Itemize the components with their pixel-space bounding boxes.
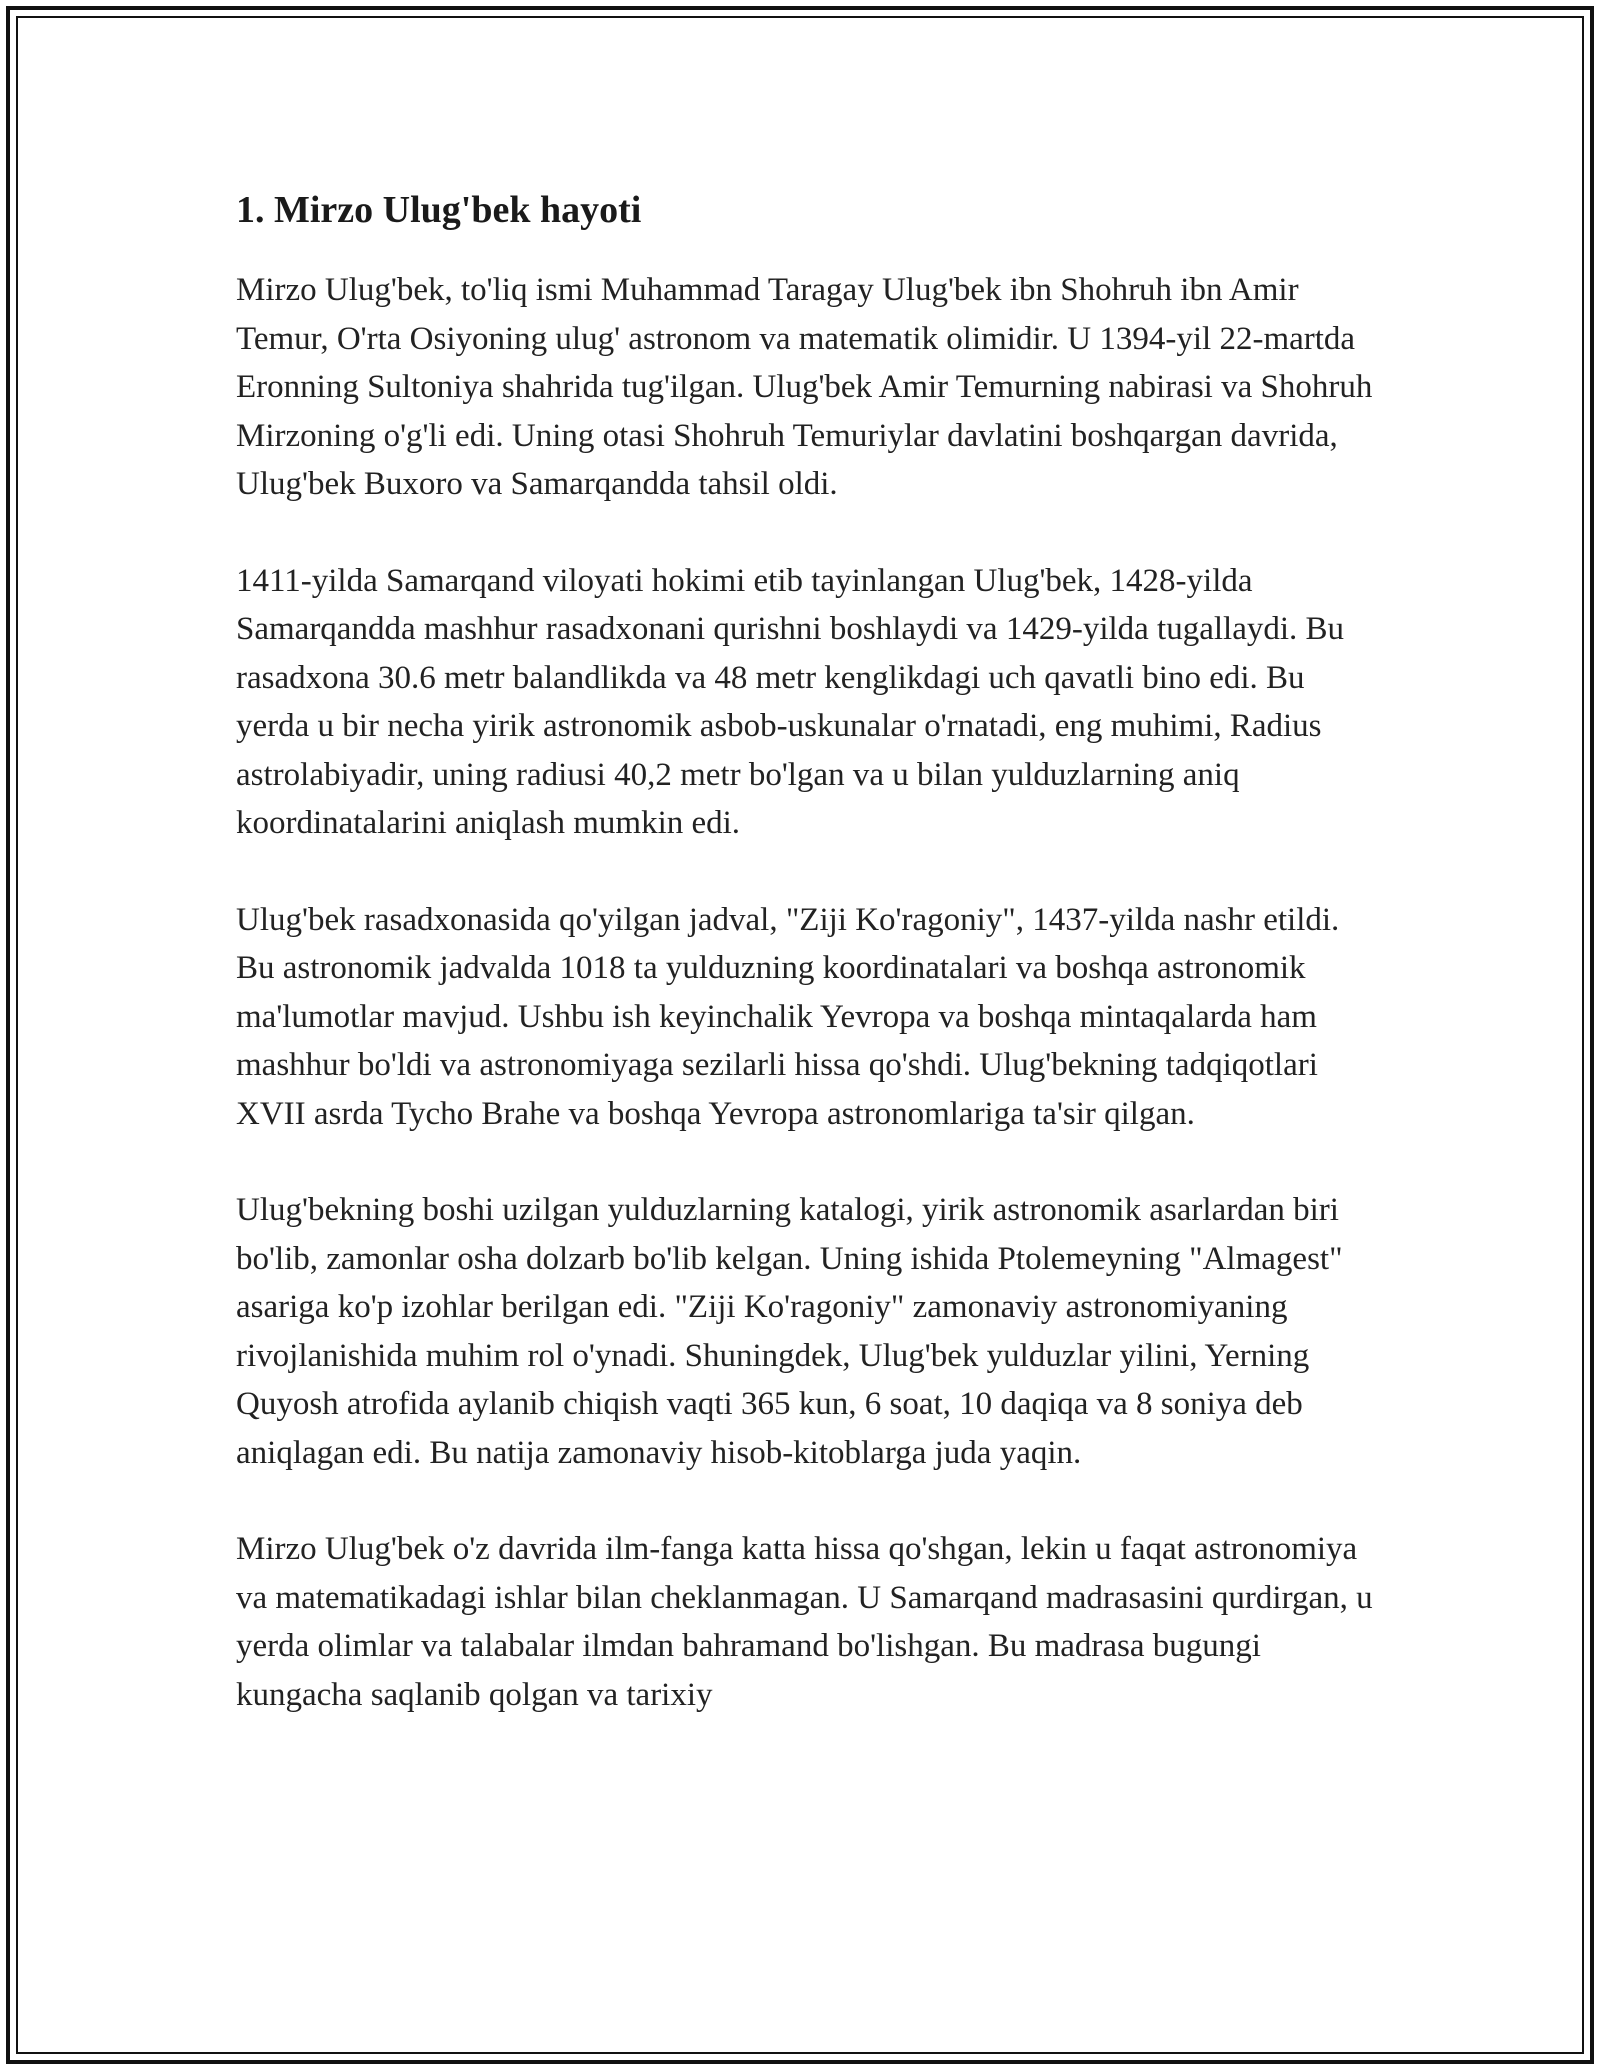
paragraph-5: Mirzo Ulug'bek o'z davrida ilm-fanga katta hissa qo'shgan, lekin u faqat astronomiya va matematikadagi ishlar bilan cheklanmagan. U Samarqand madrasasini qurdirgan, u yerda olimlar va talabalar ilmdan bahramand bo'lishgan. Bu madrasa bugungi kungacha saqlanib qolgan va tarixiy [236,1531,1373,1713]
paragraph-4: Ulug'bekning boshi uzilgan yulduzlarning katalogi, yirik astronomik asarlardan biri bo'lib, zamonlar osha dolzarb bo'lib kelgan. Uning ishida Ptolemeyning "Almagest" asariga ko'p izohlar berilgan edi. "Ziji Ko'ragoniy" zamonaviy astronomiyaning rivojlanishida muhim rol o'ynadi. Shuningdek, Ulug'bek yulduzlar yilini, Yerning Quyosh atrofida aylanib chiqish vaqti 365 kun, 6 soat, 10 daqiqa va 8 soniya deb aniqlagan edi. Bu natija zamonaviy hisob-kitoblarga juda yaqin. [236,1192,1343,1471]
document-body [236,186,1376,1767]
paragraph-3: Ulug'bek rasadxonasida qo'yilgan jadval, "Ziji Ko'ragoniy", 1437-yilda nashr etildi. Bu astronomik jadvalda 1018 ta yulduzning koordinatalari va boshqa astronomik ma'lumotlar mavjud. Ushbu ish keyinchalik Yevropa va boshqa mintaqalarda ham mashhur bo'ldi va astronomiyaga sezilarli hissa qo'shdi. Ulug'bekning tadqiqotlari XVII asrda Tycho Brahe va boshqa Yevropa astronomlariga ta'sir qilgan. [236,901,1340,1132]
section-heading: 1. Mirzo Ulug'bek hayoti [236,189,642,231]
paragraph-1: Mirzo Ulug'bek, to'liq ismi Muhammad Taragay Ulug'bek ibn Shohruh ibn Amir Temur, O'rta Osiyoning ulug' astronom va matematik olimidir. U 1394-yil 22-martda Eronning Sultoniya shahrida tug'ilgan. Ulug'bek Amir Temurning nabirasi va Shohruh Mirzoning o'g'li edi. Uning otasi Shohruh Temuriylar davlatini boshqargan davrida, Ulug'bek Buxoro va Samarqandda tahsil oldi. [236,272,1373,502]
paragraph-2: 1411-yilda Samarqand viloyati hokimi etib tayinlangan Ulug'bek, 1428-yilda Samarqandda mashhur rasadxonani qurishni boshlaydi va 1429-yilda tugallaydi. Bu rasadxona 30.6 metr balandlikda va 48 metr kenglikdagi uch qavatli bino edi. Bu yerda u bir necha yirik astronomik asbob-uskunalar o'rnatadi, eng muhimi, Radius astrolabiyadir, uning radiusi 40,2 metr bo'lgan va u bilan yulduzlarning aniq koordinatalarini aniqlash mumkin edi. [236,562,1345,841]
